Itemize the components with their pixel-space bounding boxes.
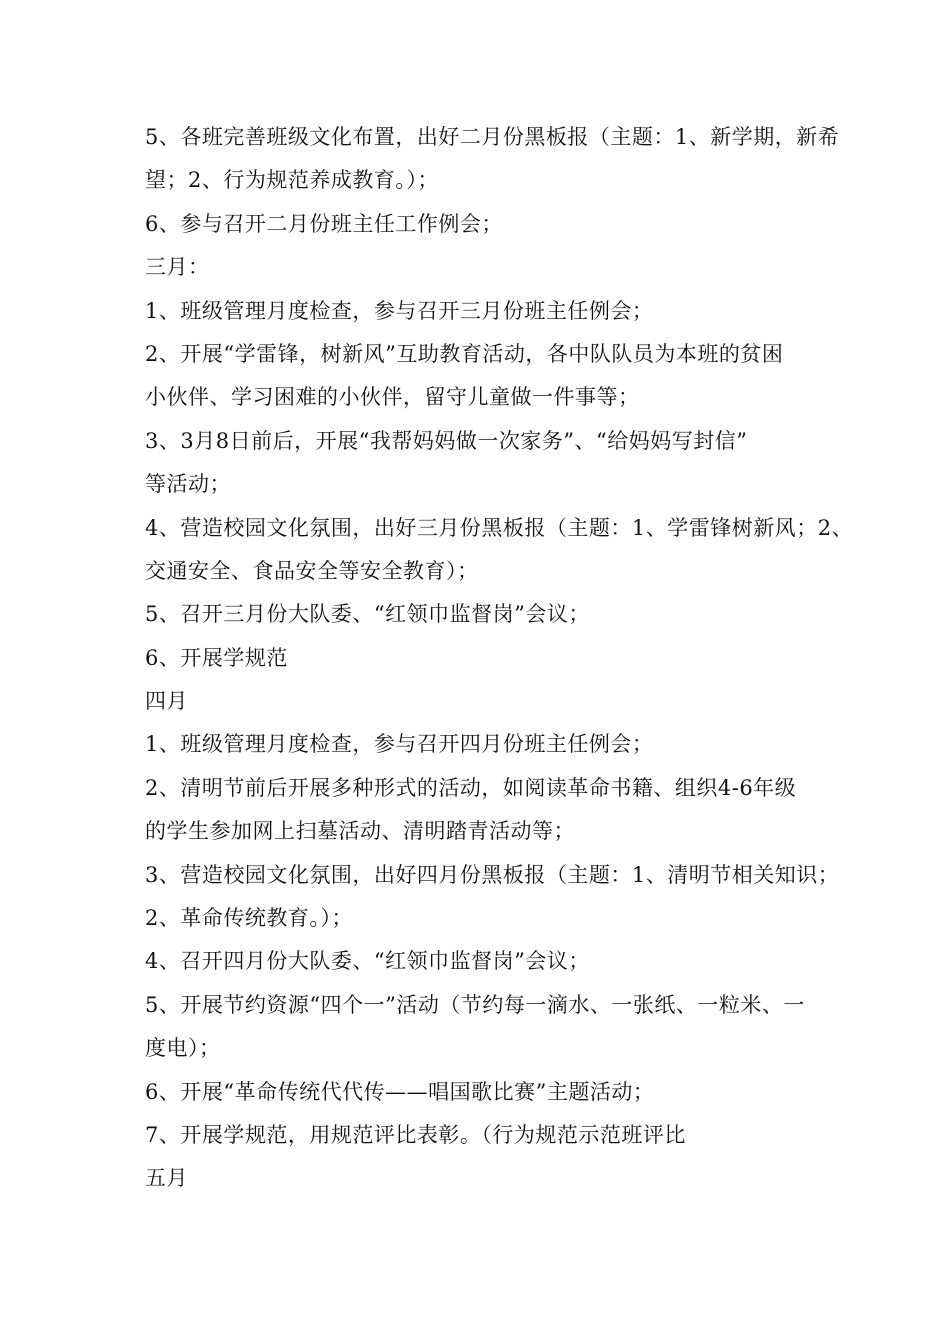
text-line: 望；2、行为规范养成教育。）； <box>145 168 439 193</box>
text-line: 5、开展节约资源“四个一”活动（节约每一滴水、一张纸、一粒米、一 <box>145 992 805 1017</box>
text-line: 2、开展“学雷锋，树新风”互助教育活动，各中队队员为本班的贫困 <box>145 341 784 366</box>
text-line: 3、3月8日前后，开展“我帮妈妈做一次家务”、“给妈妈写封信” <box>145 428 748 453</box>
text-line: 度电）； <box>145 1036 221 1061</box>
text-line: 等活动； <box>145 472 231 497</box>
text-line: 的学生参加网上扫墓活动、清明踏青活动等； <box>145 819 575 844</box>
document-body <box>145 116 854 1201</box>
section-heading-march: 三月： <box>145 255 210 280</box>
text-line: 6、参与召开二月份班主任工作例会； <box>145 211 503 236</box>
text-line: 1、班级管理月度检查，参与召开三月份班主任例会； <box>145 298 654 323</box>
text-line: 2、清明节前后开展多种形式的活动，如阅读革命书籍、组织4-6年级 <box>145 775 797 800</box>
text-line: 7、开展学规范，用规范评比表彰。（行为规范示范班评比 <box>145 1122 686 1147</box>
section-heading-april: 四月 <box>145 689 188 714</box>
text-line: 5、各班完善班级文化布置，出好二月份黑板报（主题：1、新学期，新希 <box>145 125 840 149</box>
text-line: 3、营造校园文化氛围，出好四月份黑板报（主题：1、清明节相关知识； <box>145 862 840 887</box>
section-heading-may: 五月 <box>145 1166 188 1191</box>
text-line: 4、召开四月份大队委、“红领巾监督岗”会议； <box>145 949 590 974</box>
text-line: 5、召开三月份大队委、“红领巾监督岗”会议； <box>145 602 590 627</box>
text-line: 交通安全、食品安全等安全教育）； <box>145 558 479 583</box>
text-line: 6、开展学规范 <box>145 645 288 670</box>
text-line: 小伙伴、学习困难的小伙伴，留守儿童做一件事等； <box>145 385 640 410</box>
text-line: 4、营造校园文化氛围，出好三月份黑板报（主题：1、学雷锋树新风；2、 <box>145 515 854 540</box>
text-line: 2、革命传统教育。）； <box>145 906 353 931</box>
text-line: 6、开展“革命传统代代传——唱国歌比赛”主题活动； <box>145 1079 655 1104</box>
text-line: 1、班级管理月度检查，参与召开四月份班主任例会； <box>145 732 654 757</box>
